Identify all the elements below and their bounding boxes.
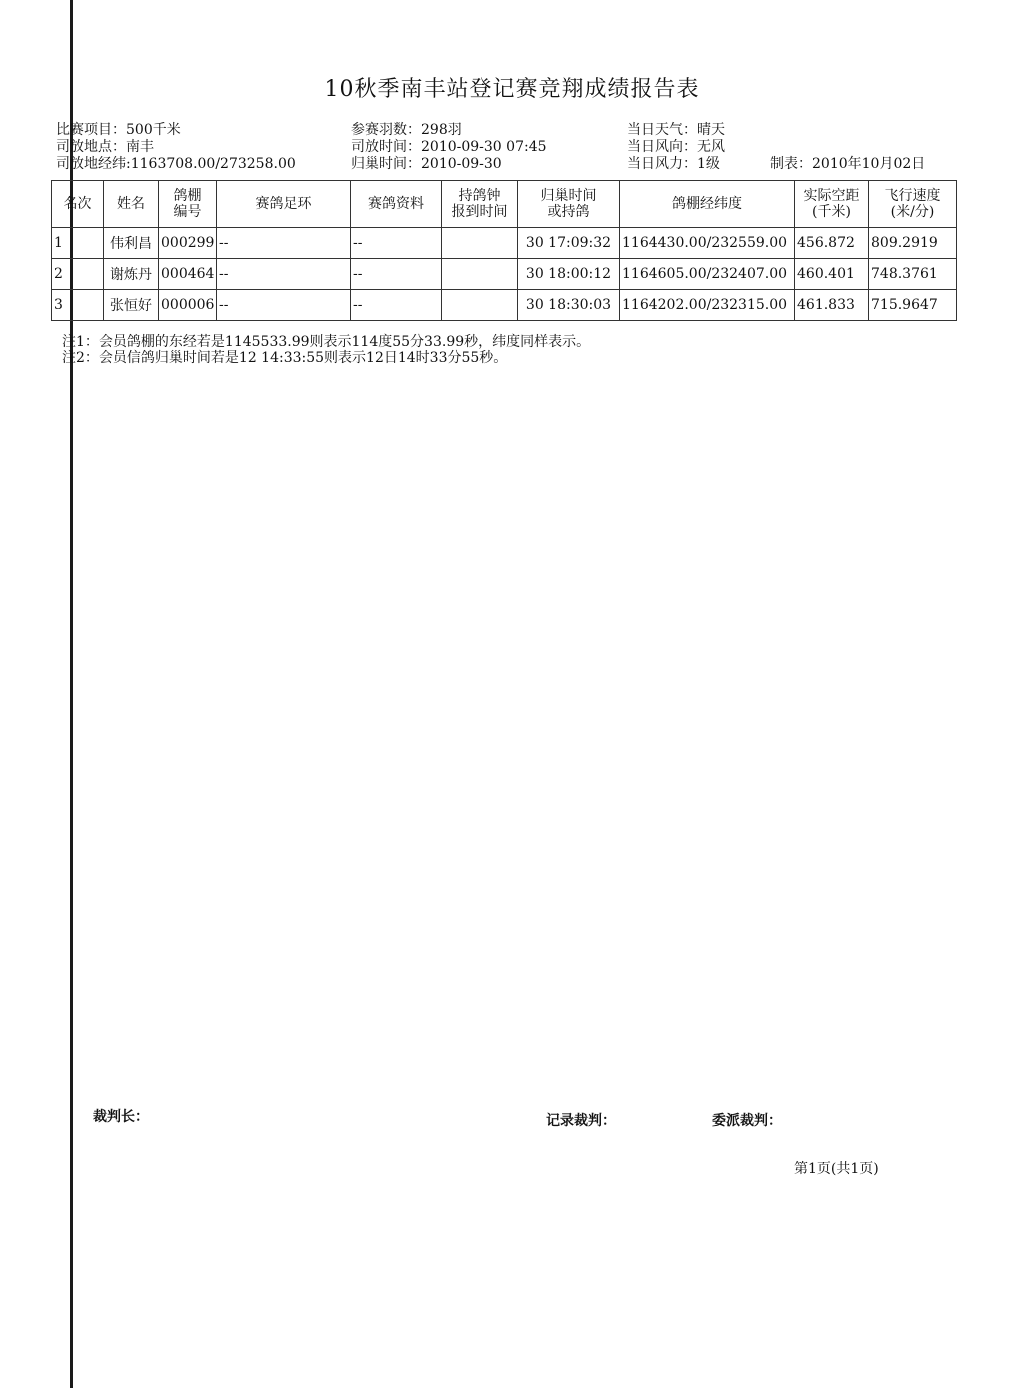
cell-speed: 748.3761 xyxy=(869,259,957,290)
appointed-judge-label: 委派裁判： xyxy=(712,1113,782,1129)
cell-rank: 2 xyxy=(52,259,104,290)
cell-distance: 461.833 xyxy=(795,290,869,321)
header-pigeon-info: 赛鸽资料 xyxy=(351,181,442,228)
info-release-coords: 司放地经纬:1163708.00/273258.00 xyxy=(56,156,296,172)
cell-loft-id: 000464 xyxy=(159,259,217,290)
info-participants: 参赛羽数：298羽 xyxy=(351,122,462,138)
cell-ring: -- xyxy=(217,228,351,259)
header-ring: 赛鸽足环 xyxy=(217,181,351,228)
chief-judge-label: 裁判长： xyxy=(93,1109,149,1125)
cell-return-time: 30 18:30:03 xyxy=(518,290,620,321)
cell-clock-time xyxy=(442,228,518,259)
cell-name: 张恒好 xyxy=(104,290,159,321)
cell-speed: 809.2919 xyxy=(869,228,957,259)
info-event: 比赛项目：500千米 xyxy=(56,122,181,138)
record-judge-label: 记录裁判： xyxy=(546,1113,616,1129)
table-header-row xyxy=(52,181,957,228)
info-wind-force: 当日风力：1级 xyxy=(627,156,720,172)
cell-speed: 715.9647 xyxy=(869,290,957,321)
note-2: 注2：会员信鸽归巢时间若是12 14:33:55则表示12日14时33分55秒。 xyxy=(62,350,508,366)
cell-distance: 456.872 xyxy=(795,228,869,259)
header-loft-id: 鸽棚 编号 xyxy=(159,181,217,228)
info-release-time: 司放时间：2010-09-30 07:45 xyxy=(351,139,547,155)
table-row xyxy=(52,290,957,321)
page-number: 第1页(共1页) xyxy=(794,1161,879,1177)
cell-clock-time xyxy=(442,290,518,321)
note-1: 注1：会员鸽棚的东经若是1145533.99则表示114度55分33.99秒，纬度同样表示。 xyxy=(62,334,591,350)
info-return-time: 归巢时间：2010-09-30 xyxy=(351,156,502,172)
cell-loft-coords: 1164605.00/232407.00 xyxy=(620,259,795,290)
cell-name: 伟利昌 xyxy=(104,228,159,259)
info-made-by: 制表：2010年10月02日 xyxy=(770,156,926,172)
cell-return-time: 30 18:00:12 xyxy=(518,259,620,290)
header-loft-coords: 鸽棚经纬度 xyxy=(620,181,795,228)
cell-loft-coords: 1164202.00/232315.00 xyxy=(620,290,795,321)
table-row xyxy=(52,228,957,259)
cell-loft-id: 000299 xyxy=(159,228,217,259)
header-distance: 实际空距 (千米) xyxy=(795,181,869,228)
cell-ring: -- xyxy=(217,259,351,290)
info-wind-direction: 当日风向：无风 xyxy=(627,139,725,155)
results-table xyxy=(51,180,957,321)
cell-pigeon-info: -- xyxy=(351,290,442,321)
cell-clock-time xyxy=(442,259,518,290)
cell-ring: -- xyxy=(217,290,351,321)
cell-name: 谢炼丹 xyxy=(104,259,159,290)
cell-pigeon-info: -- xyxy=(351,259,442,290)
info-release-site: 司放地点：南丰 xyxy=(56,139,154,155)
table-row xyxy=(52,259,957,290)
cell-loft-id: 000006 xyxy=(159,290,217,321)
cell-pigeon-info: -- xyxy=(351,228,442,259)
header-return-time: 归巢时间 或持鸽 xyxy=(518,181,620,228)
cell-rank: 3 xyxy=(52,290,104,321)
cell-distance: 460.401 xyxy=(795,259,869,290)
header-speed: 飞行速度 (米/分) xyxy=(869,181,957,228)
cell-loft-coords: 1164430.00/232559.00 xyxy=(620,228,795,259)
cell-return-time: 30 17:09:32 xyxy=(518,228,620,259)
header-rank: 名次 xyxy=(52,181,104,228)
header-clock-time: 持鸽钟 报到时间 xyxy=(442,181,518,228)
cell-rank: 1 xyxy=(52,228,104,259)
report-title: 10秋季南丰站登记赛竞翔成绩报告表 xyxy=(324,77,700,102)
info-weather: 当日天气：晴天 xyxy=(627,122,725,138)
header-name: 姓名 xyxy=(104,181,159,228)
